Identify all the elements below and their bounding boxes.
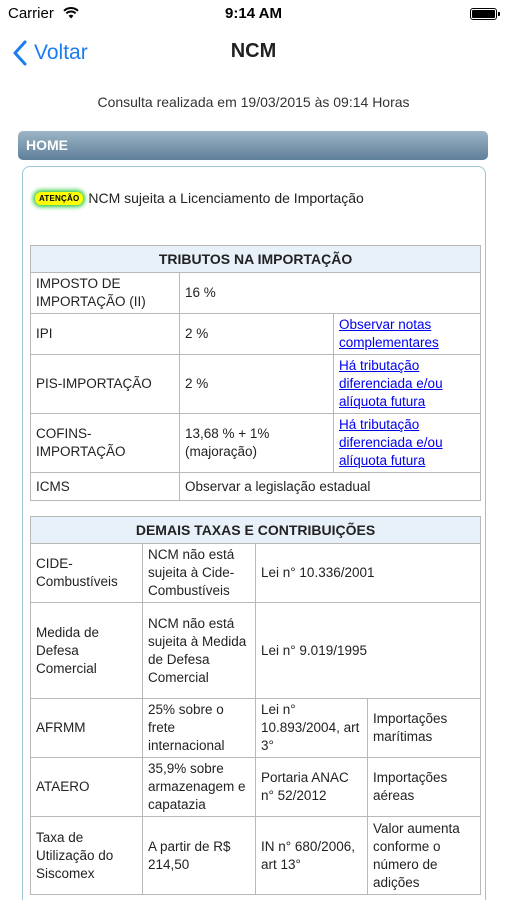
taxa-name: CIDE-Combustíveis <box>31 544 143 603</box>
table-row <box>31 544 481 603</box>
taxa-law: IN n° 680/2006, art 13° <box>256 817 368 895</box>
section-header-home: HOME <box>18 131 488 160</box>
taxa-name: ATAERO <box>31 758 143 817</box>
demais-header: DEMAIS TAXAS E CONTRIBUIÇÕES <box>31 517 481 544</box>
taxa-note: Importações marítimas <box>368 699 481 758</box>
table-row <box>31 314 481 355</box>
taxa-name: Medida de Defesa Comercial <box>31 603 143 699</box>
taxa-name: AFRMM <box>31 699 143 758</box>
tributo-value: 2 % <box>180 355 334 414</box>
back-button-label: Voltar <box>34 41 88 64</box>
tributo-name: ICMS <box>31 473 180 501</box>
carrier-label: Carrier <box>8 5 54 22</box>
taxa-note: Importações aéreas <box>368 758 481 817</box>
navigation-bar <box>0 28 507 78</box>
taxa-law: Lei n° 10.893/2004, art 3° <box>256 699 368 758</box>
status-bar <box>0 0 507 28</box>
tributo-name: COFINS-IMPORTAÇÃO <box>31 414 180 473</box>
tributo-name: IMPOSTO DE IMPORTAÇÃO (II) <box>31 273 180 314</box>
taxa-desc: A partir de R$ 214,50 <box>143 817 256 895</box>
atencao-badge: ATENÇÃO <box>35 192 83 205</box>
tributo-value: Observar a legislação estadual <box>180 473 481 501</box>
tributos-header: TRIBUTOS NA IMPORTAÇÃO <box>31 246 481 273</box>
licensing-alert <box>35 190 364 206</box>
table-row <box>31 355 481 414</box>
battery-icon <box>470 8 497 20</box>
tributacao-diferenciada-link[interactable]: Há tributação diferenciada e/ou alíquota futura <box>339 358 443 409</box>
tributo-name: IPI <box>31 314 180 355</box>
clock: 9:14 AM <box>225 5 282 22</box>
taxa-law: Portaria ANAC n° 52/2012 <box>256 758 368 817</box>
taxa-desc: NCM não está sujeita à Cide-Combustíveis <box>143 544 256 603</box>
taxa-name: Taxa de Utilização do Siscomex <box>31 817 143 895</box>
taxa-desc: 25% sobre o frete internacional <box>143 699 256 758</box>
tributacao-diferenciada-link[interactable]: Há tributação diferenciada e/ou alíquota futura <box>339 417 443 468</box>
tributo-value: 13,68 % + 1% (majoração) <box>180 414 334 473</box>
tributos-table <box>30 245 481 501</box>
table-row <box>31 473 481 501</box>
taxa-desc: 35,9% sobre armazenagem e capatazia <box>143 758 256 817</box>
content-panel <box>22 166 486 900</box>
table-row <box>31 817 481 895</box>
taxa-desc: NCM não está sujeita à Medida de Defesa Comercial <box>143 603 256 699</box>
taxa-law: Lei n° 10.336/2001 <box>256 544 481 603</box>
tributo-value: 16 % <box>180 273 481 314</box>
page-title: NCM <box>230 40 277 62</box>
table-row <box>31 699 481 758</box>
tributo-name: PIS-IMPORTAÇÃO <box>31 355 180 414</box>
taxa-law: Lei n° 9.019/1995 <box>256 603 481 699</box>
table-row <box>31 273 481 314</box>
table-row <box>31 414 481 473</box>
tributo-value: 2 % <box>180 314 334 355</box>
demais-taxas-table <box>30 516 481 895</box>
notas-complementares-link[interactable]: Observar notas complementares <box>339 317 439 350</box>
taxa-note: Valor aumenta conforme o número de adições <box>368 817 481 895</box>
table-row <box>31 603 481 699</box>
table-row <box>31 758 481 817</box>
alert-text: NCM sujeita a Licenciamento de Importação <box>88 190 364 206</box>
consulta-timestamp: Consulta realizada em 19/03/2015 às 09:14 Horas <box>97 94 410 110</box>
